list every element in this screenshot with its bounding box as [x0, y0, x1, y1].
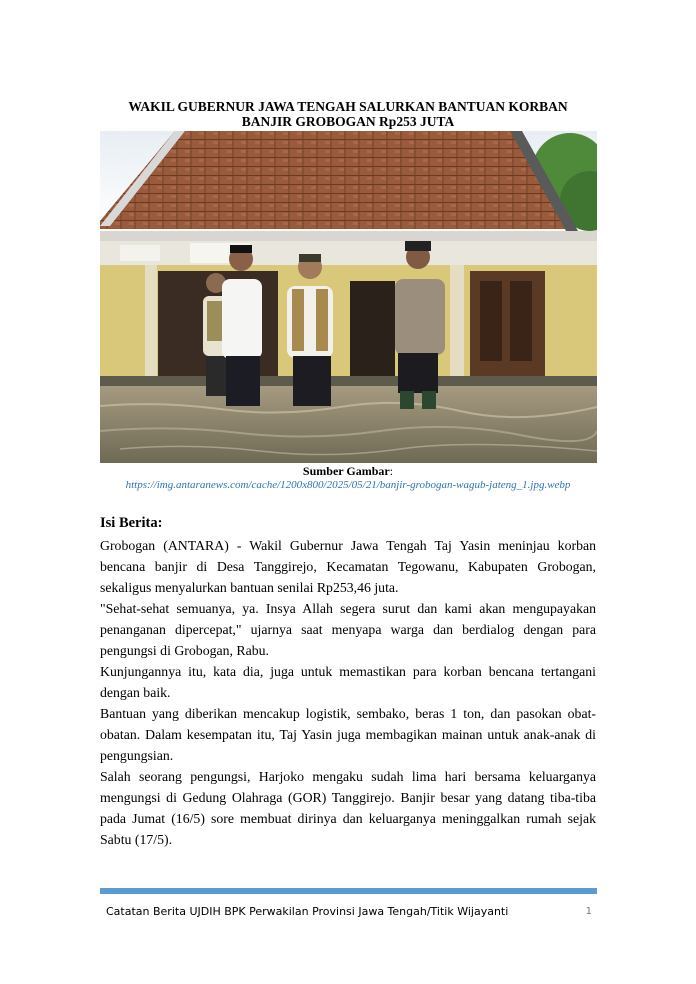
- article-body: [100, 535, 596, 850]
- image-source-colon: :: [389, 464, 394, 478]
- paragraph: Bantuan yang diberikan mencakup logistik, sembako, beras 1 ton, dan pasokan obat-obatan. Dalam kesempatan itu, Taj Yasin juga membagikan mainan untuk anak-anak di pengungsian.: [100, 706, 596, 763]
- paragraph: Grobogan (ANTARA) - Wakil Gubernur Jawa Tengah Taj Yasin meninjau korban bencana banjir di Desa Tanggirejo, Kecamatan Tegowanu, Kabupaten Grobogan, sekaligus menyalurkan bantuan senilai Rp253,46 juta.: [100, 538, 596, 595]
- image-source-url[interactable]: https://img.antaranews.com/cache/1200x800/2025/05/21/banjir-grobogan-wagub-jateng_1.jpg.webp: [125, 479, 571, 491]
- paragraph: Kunjungannya itu, kata dia, juga untuk memastikan para korban bencana tertangani dengan baik.: [100, 664, 596, 700]
- article-title-line-1: WAKIL GUBERNUR JAWA TENGAH SALURKAN BANTUAN KORBAN: [128, 99, 568, 114]
- article-title-line-2: BANJIR GROBOGAN Rp253 JUTA: [241, 114, 455, 129]
- page-number: 1: [585, 906, 592, 917]
- paragraph: "Sehat-sehat semuanya, ya. Insya Allah segera surut dan kami akan mengupayakan penanganan dipercepat," ujarnya saat menyapa warga dan berdialog dengan para pengungsi di Grobogan, Rabu.: [100, 601, 596, 658]
- news-photo: [100, 131, 597, 463]
- footer-divider: [100, 888, 597, 894]
- image-source-label: Sumber Gambar: [302, 464, 390, 478]
- footer-text: Catatan Berita UJDIH BPK Perwakilan Provinsi Jawa Tengah/Titik Wijayanti: [106, 905, 509, 918]
- image-source-caption: [100, 464, 596, 478]
- paragraph: Salah seorang pengungsi, Harjoko mengaku sudah lima hari bersama keluarganya mengungsi di Gedung Olahraga (GOR) Tanggirejo. Banjir besar yang datang tiba-tiba pada Jumat (16/5) sore membuat dirinya dan keluarganya meninggalkan rumah sejak Sabtu (17/5).: [100, 769, 596, 847]
- section-heading: Isi Berita:: [100, 515, 163, 531]
- article-title: [100, 99, 596, 129]
